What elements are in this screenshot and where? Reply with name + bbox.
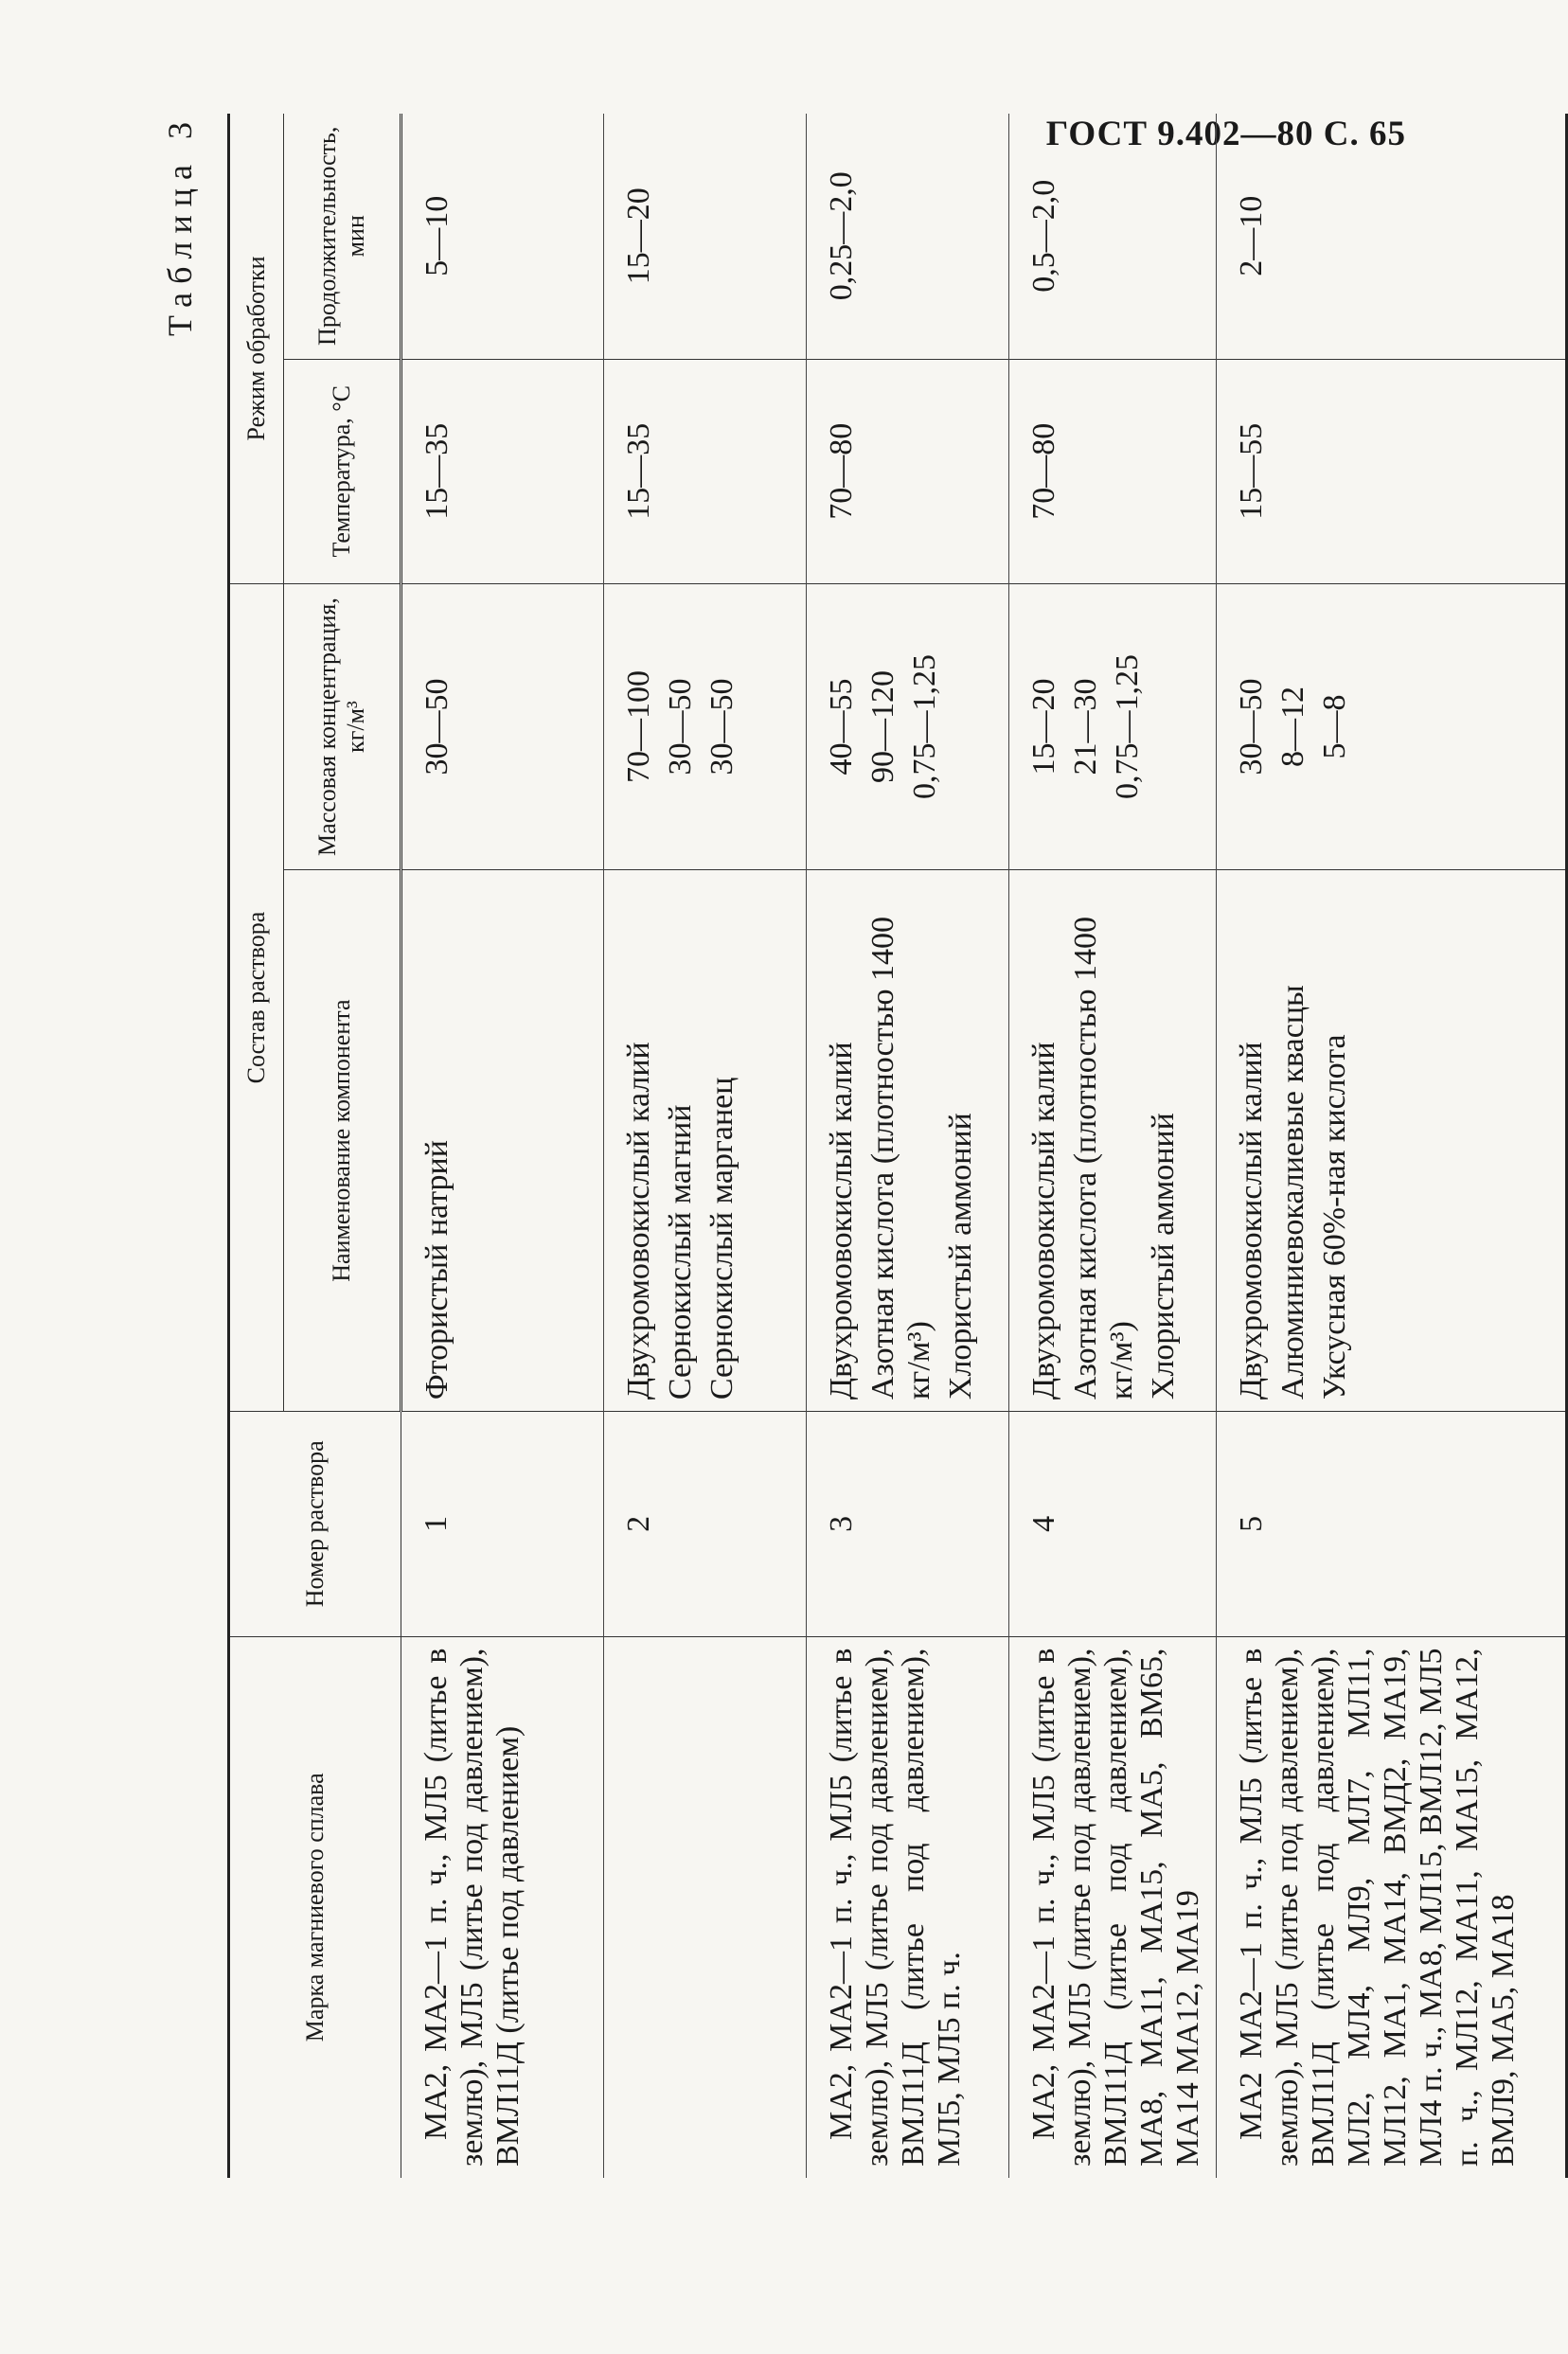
rotated-table-block [142, 114, 1521, 2178]
component-mass: 0,75—1,25 [907, 654, 942, 800]
solution-number: 2 [604, 1412, 807, 1636]
duration-cell: 15—20 [604, 114, 807, 359]
component-name: Азотная кислота (плотностью 1400 кг/м³) [1068, 917, 1139, 1400]
component-mass: 21—30 [1068, 678, 1103, 776]
component-names-cell [807, 870, 1009, 1412]
solution-number: 4 [1009, 1412, 1217, 1636]
table-row [401, 114, 604, 2178]
solution-number: 3 [807, 1412, 1009, 1636]
component-mass: 30—50 [704, 678, 739, 776]
component-name: Сернокислый магний [663, 1104, 698, 1400]
component-name: Двухромовокислый калий [1026, 1042, 1061, 1400]
component-mass: 30—50 [1234, 678, 1269, 776]
component-mass: 5—8 [1317, 694, 1352, 759]
alloy-cell [604, 1636, 807, 2178]
header-mass-concentration: Массовая концентрация, кг/м³ [284, 583, 401, 869]
alloy-cell: МА2, МА2—1 п. ч., МЛ5 (литье в землю), МЛ5 (литье под давлением), ВМЛ11Д (литье под давлением), МА8, МА11, МА15, МА5, ВМ65, МА14 МА12, МА19 [1009, 1636, 1217, 2178]
component-mass: 70—100 [621, 670, 656, 784]
solutions-table [227, 114, 1568, 2178]
component-name: Двухромовокислый калий [621, 1042, 656, 1400]
table-row [807, 114, 1009, 2178]
component-name: Уксусная 60%-ная кислота [1317, 1034, 1352, 1400]
table-row [1217, 114, 1567, 2178]
duration-cell: 0,25—2,0 [807, 114, 1009, 359]
component-name: Хлористый аммоний [943, 1113, 978, 1400]
component-names-cell [401, 870, 604, 1412]
component-mass: 8—12 [1275, 687, 1310, 768]
temperature-cell: 15—35 [604, 359, 807, 583]
temperature-cell: 15—55 [1217, 359, 1567, 583]
duration-cell: 2—10 [1217, 114, 1567, 359]
temperature-cell: 70—80 [1009, 359, 1217, 583]
mass-cell [1217, 583, 1567, 869]
component-names-cell [1009, 870, 1217, 1412]
solution-number: 5 [1217, 1412, 1567, 1636]
header-alloy: Марка магниевого сплава [229, 1636, 401, 2178]
component-name: Двухромовокислый калий [824, 1042, 859, 1400]
component-mass: 40—55 [824, 678, 859, 776]
component-name: Сернокислый марганец [704, 1077, 739, 1400]
mass-cell [807, 583, 1009, 869]
alloy-cell: МА2, МА2—1 п. ч., МЛ5 (литье в землю), МЛ5 (литье под давлением), ВМЛ11Д (литье под давлением) [401, 1636, 604, 2178]
header-mode: Режим обработки [229, 114, 284, 583]
component-mass: 30—50 [663, 678, 698, 776]
header-number: Номер раствора [229, 1412, 401, 1636]
component-name: Азотная кислота (плотностью 1400 кг/м³) [865, 917, 936, 1400]
temperature-cell: 15—35 [401, 359, 604, 583]
duration-cell: 0,5—2,0 [1009, 114, 1217, 359]
table-caption: Таблица 3 [161, 114, 199, 336]
component-mass: 30—50 [419, 678, 454, 776]
temperature-cell: 70—80 [807, 359, 1009, 583]
duration-cell: 5—10 [401, 114, 604, 359]
mass-cell [1009, 583, 1217, 869]
component-names-cell [1217, 870, 1567, 1412]
component-mass: 90—120 [865, 670, 900, 784]
header-component-name: Наименование компонента [284, 870, 401, 1412]
header-duration: Продолжительность, мин [284, 114, 401, 359]
alloy-cell: МА2, МА2—1 п. ч., МЛ5 (литье в землю), МЛ5 (литье под давлением), ВМЛ11Д (литье под давлением), МЛ5, МЛ5 п. ч. [807, 1636, 1009, 2178]
solution-number: 1 [401, 1412, 604, 1636]
header-composition: Состав раствора [229, 583, 284, 1411]
component-mass: 0,75—1,25 [1110, 654, 1145, 800]
table-body [401, 114, 1567, 2178]
table-row [604, 114, 807, 2178]
header-temperature: Температура, °С [284, 359, 401, 583]
page-header: ГОСТ 9.402—80 С. 65 [1045, 115, 1406, 153]
component-name: Алюминиевокалиевые квасцы [1275, 985, 1310, 1400]
alloy-cell: МА2 МА2—1 п. ч., МЛ5 (литье в землю), МЛ5 (литье под давлением), ВМЛ11Д (литье под давлением), МЛ2, МЛ4, МЛ9, МЛ7, МЛ11, МЛ12, МА1, МА14, ВМД2, МА19, МЛ4 п. ч., МА8, МЛ15, ВМЛ12, МЛ5 п. ч., МЛ12, МА11, МА15, МА12, ВМЛ9, МА5, МА18 [1217, 1636, 1567, 2178]
mass-cell [604, 583, 807, 869]
component-name: Хлористый аммоний [1146, 1113, 1181, 1400]
component-mass: 15—20 [1026, 678, 1061, 776]
component-name: Двухромовокислый калий [1234, 1042, 1269, 1400]
component-names-cell [604, 870, 807, 1412]
table-row [1009, 114, 1217, 2178]
mass-cell [401, 583, 604, 869]
component-name: Фтористый натрий [419, 1140, 454, 1400]
